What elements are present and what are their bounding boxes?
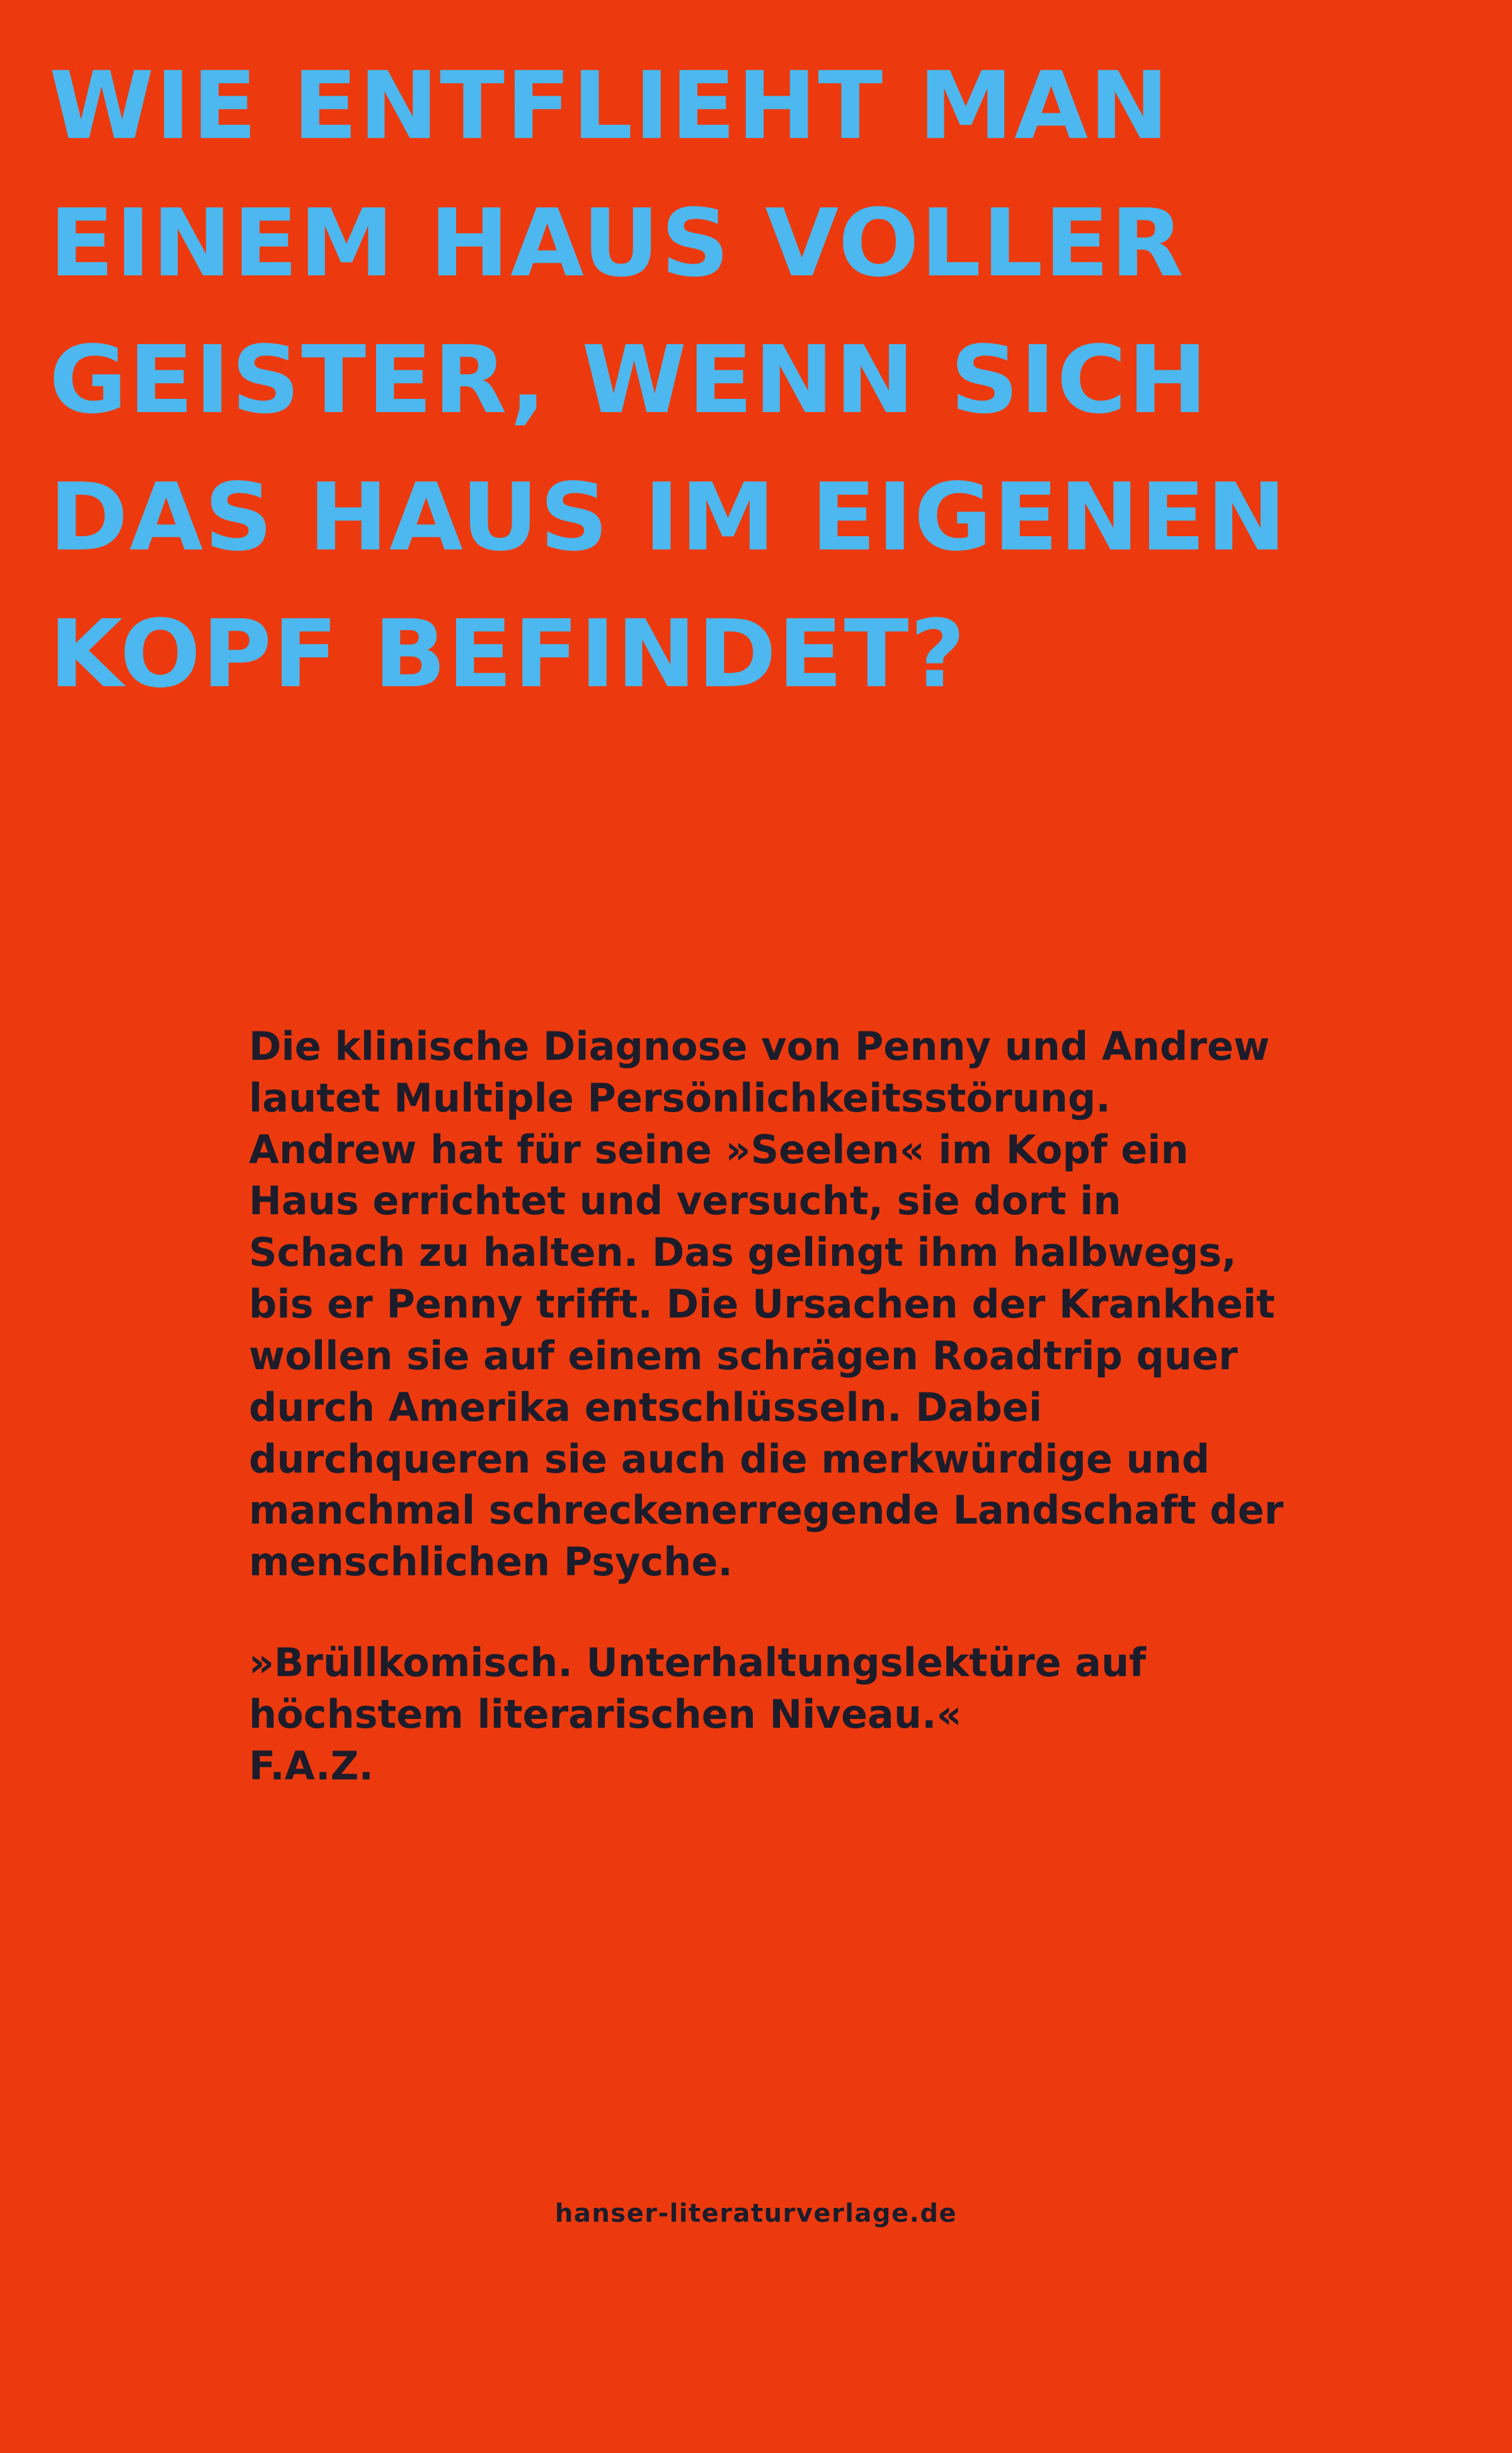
press-quote-source: F.A.Z. xyxy=(249,1742,374,1789)
headline xyxy=(49,38,1467,723)
press-quote-text: »Brüllkomisch. Unterhaltungslektüre auf höchstem literarischen Niveau.« xyxy=(249,1640,1147,1737)
blurb-paragraph: Die klinische Diagnose von Penny und Andrew lautet Multiple Persönlichkeitsstörung. Andrew hat für seine »Seelen« im Kopf ein Haus errichtet und versucht, sie dort in Schach zu halten. Das gelingt ihm halbwegs, bis er Penny trifft. Die Ursachen der Krankheit wollen sie auf einem schrägen Roadtrip quer durch Amerika entschlüsseln. Dabei durchqueren sie auch die merkwürdige und manchmal schreckenerregende Landschaft der menschlichen Psyche. xyxy=(249,1023,1284,1585)
blurb-spacer xyxy=(249,1588,1288,1637)
publisher-url[interactable]: hanser-literaturverlage.de xyxy=(554,2199,958,2228)
blurb-block xyxy=(249,1021,1288,1792)
headline-line-4: DAS HAUS IM EIGENEN xyxy=(49,462,1288,572)
headline-line-3: GEISTER, WENN SICH xyxy=(49,326,1209,435)
press-quote xyxy=(249,1637,1288,1791)
headline-line-2: EINEM HAUS VOLLER xyxy=(49,188,1185,297)
headline-line-1: WIE ENTFLIEHT MAN xyxy=(49,52,1171,160)
headline-line-5: KOPF BEFINDET? xyxy=(49,600,967,709)
footer xyxy=(0,2199,1512,2228)
